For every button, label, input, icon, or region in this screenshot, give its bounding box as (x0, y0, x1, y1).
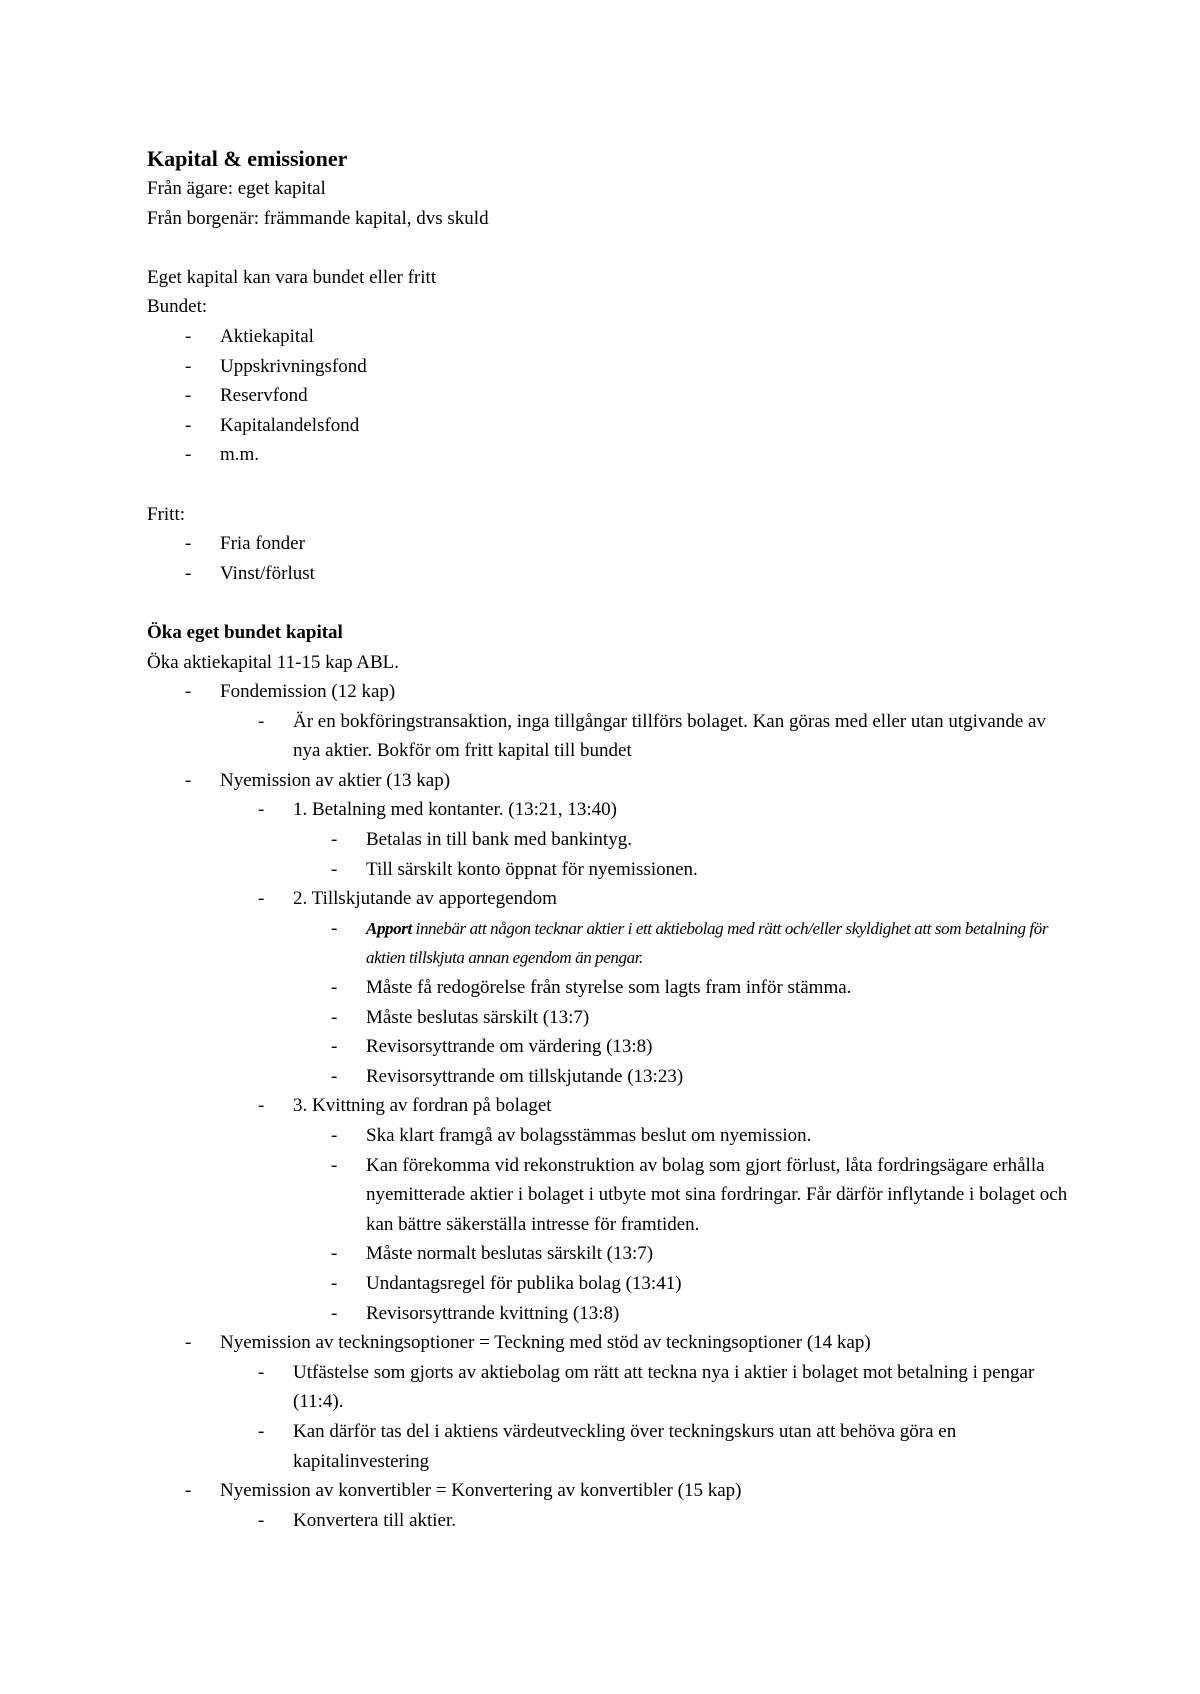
eget-kapital-line: Eget kapital kan vara bundet eller fritt (147, 266, 437, 288)
list-item: - Reservfond (147, 381, 1072, 411)
apport-label: 2. Tillskjutande av apportegendom (293, 888, 557, 910)
blank-line (147, 470, 1072, 500)
apport-sublist (293, 914, 1072, 1092)
list-item-betalning (220, 795, 1072, 884)
list-item: - m.m. (147, 440, 1072, 470)
list-item-kvittning (220, 1091, 1072, 1328)
list-item: - Uppskrivningsfond (147, 352, 1072, 382)
apport-definition-text: innebär att någon tecknar aktier i ett aktiebolag med rätt och/eller skyldighet att som betalning för aktien tillskjuta annan egendom än pengar. (366, 918, 1049, 968)
fondemission-label: Fondemission (12 kap) (220, 681, 396, 703)
apport-term: Apport (366, 918, 412, 938)
nyemission-label: Nyemission av aktier (13 kap) (220, 769, 451, 791)
betalning-label: 1. Betalning med kontanter. (13:21, 13:40) (293, 799, 618, 821)
list-item: - Utfästelse som gjorts av aktiebolag om rätt att teckna nya i aktier i bolaget mot betalning i pengar (11:4). (220, 1358, 1072, 1417)
list-item: - Revisorsyttrande om tillskjutande (13:23) (293, 1062, 1072, 1092)
betalning-sublist (293, 825, 1072, 884)
list-item: - Måste få redogörelse från styrelse som lagts fram inför stämma. (293, 973, 1072, 1003)
intro-line-1: Från ägare: eget kapital (147, 178, 326, 199)
section-heading: Öka eget bundet kapital (147, 621, 343, 643)
konvertibler-sublist (220, 1506, 1072, 1536)
list-item-fondemission (147, 677, 1072, 766)
list-item: - Är en bokföringstransaktion, inga tillgångar tillförs bolaget. Kan göras med eller utan utgivande av nya aktier. Bokför om fritt kapital till bundet (220, 707, 1072, 766)
list-item: - Kapitalandelsfond (147, 411, 1072, 441)
nyemission-sublist (220, 795, 1072, 1328)
list-item: - Revisorsyttrande kvittning (13:8) (293, 1299, 1072, 1329)
apport-definition (293, 914, 1072, 973)
bundet-list (147, 322, 1072, 470)
konvertibler-label: Nyemission av konvertibler = Konvertering av konvertibler (15 kap) (220, 1480, 742, 1502)
list-item: - Fria fonder (147, 529, 1072, 559)
list-item: - Måste beslutas särskilt (13:7) (293, 1003, 1072, 1033)
list-item: - Måste normalt beslutas särskilt (13:7) (293, 1239, 1072, 1269)
section-subline: Öka aktiekapital 11-15 kap ABL. (147, 651, 400, 673)
list-item: - Kan därför tas del i aktiens värdeutveckling över teckningskurs utan att behöva göra en kapitalinvestering (220, 1417, 1072, 1476)
blank-line (147, 233, 1072, 263)
blank-line (147, 588, 1072, 618)
intro-line-2: Från borgenär: främmande kapital, dvs skuld (147, 207, 489, 229)
list-item: - Kan förekomma vid rekonstruktion av bolag som gjort förlust, låta fordringsägare erhålla nyemitterade aktier i bolaget i utbyte mot sina fordringar. Får därför inflytande i bolaget och kan bättre säkerställa intresse för framtiden. (293, 1151, 1072, 1240)
list-item: - Ska klart framgå av bolagsstämmas beslut om nyemission. (293, 1121, 1072, 1151)
document-content (147, 145, 1072, 1535)
page-title: Kapital & emissioner (147, 146, 348, 171)
list-item: - Revisorsyttrande om värdering (13:8) (293, 1032, 1072, 1062)
list-item: - Till särskilt konto öppnat för nyemissionen. (293, 855, 1072, 885)
list-item: - Undantagsregel för publika bolag (13:41) (293, 1269, 1072, 1299)
list-item-apport (220, 884, 1072, 1091)
fritt-label: Fritt: (147, 503, 186, 525)
fondemission-sublist (220, 707, 1072, 766)
list-item: - Aktiekapital (147, 322, 1072, 352)
list-item-teckningsoptioner (147, 1328, 1072, 1476)
list-item-nyemission (147, 766, 1072, 1328)
list-item: - Konvertera till aktier. (220, 1506, 1072, 1536)
fritt-list (147, 529, 1072, 588)
emission-list (147, 677, 1072, 1535)
teckningsoptioner-sublist (220, 1358, 1072, 1476)
teckningsoptioner-label: Nyemission av teckningsoptioner = Teckning med stöd av teckningsoptioner (14 kap) (220, 1332, 871, 1354)
kvittning-label: 3. Kvittning av fordran på bolaget (293, 1095, 552, 1117)
list-item: - Betalas in till bank med bankintyg. (293, 825, 1072, 855)
list-item-konvertibler (147, 1476, 1072, 1535)
list-item: - Vinst/förlust (147, 559, 1072, 589)
bundet-label: Bundet: (147, 296, 208, 318)
kvittning-sublist (293, 1121, 1072, 1328)
